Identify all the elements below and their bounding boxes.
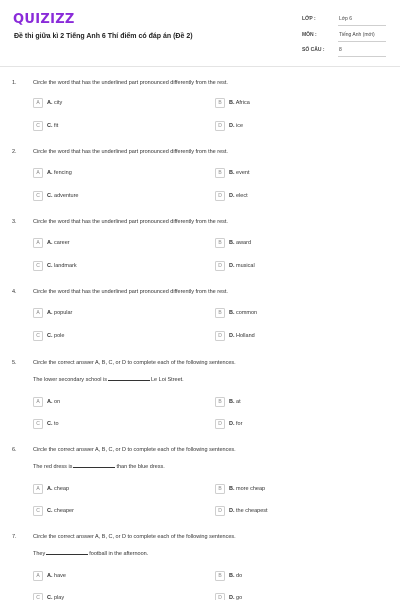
option-text: C. landmark (47, 263, 77, 269)
question-text: Circle the word that has the underlined part pronounced differently from the rest. (33, 219, 228, 225)
option-d[interactable] (215, 190, 248, 202)
option-letter-box: C (33, 506, 43, 516)
option-letter-box: B (215, 571, 225, 581)
question-text: Circle the word that has the underlined part pronounced differently from the rest. (33, 80, 228, 86)
option-letter-box: D (215, 419, 225, 429)
option-text: B. more cheap (229, 486, 266, 492)
option-d[interactable] (215, 418, 242, 430)
meta-count-value: 8 (339, 47, 342, 53)
question-number: 1. (12, 80, 17, 86)
header-divider (0, 66, 400, 67)
question-sentence: They football in the afternoon. (33, 551, 149, 557)
quizizz-logo: QUIZIZZ (13, 12, 75, 27)
option-letter-box: A (33, 484, 43, 494)
question-sentence: The red dress is than the blue dress. (33, 464, 165, 470)
option-letter-box: A (33, 168, 43, 178)
option-text: C. adventure (47, 193, 79, 199)
option-text: B. common (229, 310, 258, 316)
option-text: D. go (229, 595, 243, 600)
option-c[interactable] (33, 418, 59, 430)
option-text: D. ice (229, 123, 244, 129)
answer-blank (46, 550, 88, 555)
option-b[interactable] (215, 237, 251, 249)
option-text: C. to (47, 421, 59, 427)
option-letter-box: D (215, 261, 225, 271)
option-letter-box: D (215, 191, 225, 201)
option-letter-box: C (33, 331, 43, 341)
option-letter-box: C (33, 191, 43, 201)
question-number: 6. (12, 447, 17, 453)
option-c[interactable] (33, 120, 58, 132)
option-text: A. on (47, 399, 61, 405)
answer-blank (108, 376, 150, 381)
option-b[interactable] (215, 307, 257, 319)
option-text: B. Africa (229, 100, 250, 106)
meta-subject-label: MÔN : (302, 32, 317, 38)
question-text: Circle the correct answer A, B, C, or D to complete each of the following sentences. (33, 360, 236, 366)
meta-count-underline (338, 56, 386, 57)
question-number: 2. (12, 149, 17, 155)
meta-class-label: LỚP : (302, 16, 316, 22)
option-letter-box: B (215, 397, 225, 407)
option-text: C. fit (47, 123, 59, 129)
option-letter-box: D (215, 331, 225, 341)
answer-blank (73, 463, 115, 468)
option-c[interactable] (33, 592, 64, 600)
option-d[interactable] (215, 330, 255, 342)
option-c[interactable] (33, 260, 77, 272)
option-letter-box: C (33, 419, 43, 429)
option-d[interactable] (215, 260, 255, 272)
option-letter-box: A (33, 571, 43, 581)
option-letter-box: C (33, 593, 43, 600)
option-d[interactable] (215, 505, 268, 517)
meta-subject-value: Tiếng Anh (mới) (339, 32, 375, 38)
option-b[interactable] (215, 97, 250, 109)
option-text: B. event (229, 170, 250, 176)
option-letter-box: B (215, 238, 225, 248)
option-text: B. at (229, 399, 241, 405)
option-letter-box: D (215, 593, 225, 600)
question-number: 4. (12, 289, 17, 295)
meta-class-underline (338, 25, 386, 26)
option-letter-box: B (215, 168, 225, 178)
question-text: Circle the word that has the underlined part pronounced differently from the rest. (33, 289, 228, 295)
option-text: A. cheap (47, 486, 70, 492)
option-letter-box: A (33, 397, 43, 407)
option-text: B. award (229, 240, 252, 246)
option-text: B. do (229, 573, 243, 579)
option-text: C. pole (47, 333, 65, 339)
option-text: D. the cheapest (229, 508, 268, 514)
option-text: C. play (47, 595, 65, 600)
option-c[interactable] (33, 505, 74, 517)
question-number: 5. (12, 360, 17, 366)
option-b[interactable] (215, 167, 250, 179)
option-b[interactable] (215, 570, 242, 582)
option-letter-box: A (33, 238, 43, 248)
option-letter-box: D (215, 506, 225, 516)
option-b[interactable] (215, 483, 265, 495)
option-letter-box: C (33, 121, 43, 131)
option-letter-box: A (33, 98, 43, 108)
option-b[interactable] (215, 396, 241, 408)
option-letter-box: D (215, 121, 225, 131)
option-a[interactable] (33, 483, 69, 495)
option-text: D. for (229, 421, 243, 427)
meta-subject-underline (338, 41, 386, 42)
question-number: 3. (12, 219, 17, 225)
question-sentence: The lower secondary school is Le Loi Street. (33, 377, 184, 383)
option-text: D. Holland (229, 333, 255, 339)
option-text: A. fencing (47, 170, 72, 176)
question-text: Circle the correct answer A, B, C, or D to complete each of the following sentences. (33, 447, 236, 453)
option-letter-box: B (215, 308, 225, 318)
option-c[interactable] (33, 190, 79, 202)
option-a[interactable] (33, 307, 72, 319)
option-c[interactable] (33, 330, 64, 342)
option-letter-box: C (33, 261, 43, 271)
option-a[interactable] (33, 167, 72, 179)
option-d[interactable] (215, 592, 242, 600)
meta-count-label: SỐ CÂU : (302, 47, 325, 53)
option-a[interactable] (33, 570, 66, 582)
option-text: A. city (47, 100, 63, 106)
question-text: Circle the correct answer A, B, C, or D to complete each of the following sentences. (33, 534, 236, 540)
option-text: A. career (47, 240, 70, 246)
option-text: A. popular (47, 310, 73, 316)
option-letter-box: B (215, 98, 225, 108)
option-text: A. have (47, 573, 66, 579)
meta-class-value: Lớp 6 (339, 16, 353, 22)
option-a[interactable] (33, 396, 60, 408)
option-text: D. elect (229, 193, 248, 199)
option-text: C. cheaper (47, 508, 74, 514)
option-letter-box: A (33, 308, 43, 318)
option-a[interactable] (33, 237, 70, 249)
question-text: Circle the word that has the underlined part pronounced differently from the rest. (33, 149, 228, 155)
question-number: 7. (12, 534, 17, 540)
option-letter-box: B (215, 484, 225, 494)
option-d[interactable] (215, 120, 243, 132)
worksheet-title: Đề thi giữa kì 2 Tiếng Anh 6 Thí điểm có đáp án (Đề 2) (14, 33, 193, 40)
option-text: D. musical (229, 263, 255, 269)
option-a[interactable] (33, 97, 62, 109)
